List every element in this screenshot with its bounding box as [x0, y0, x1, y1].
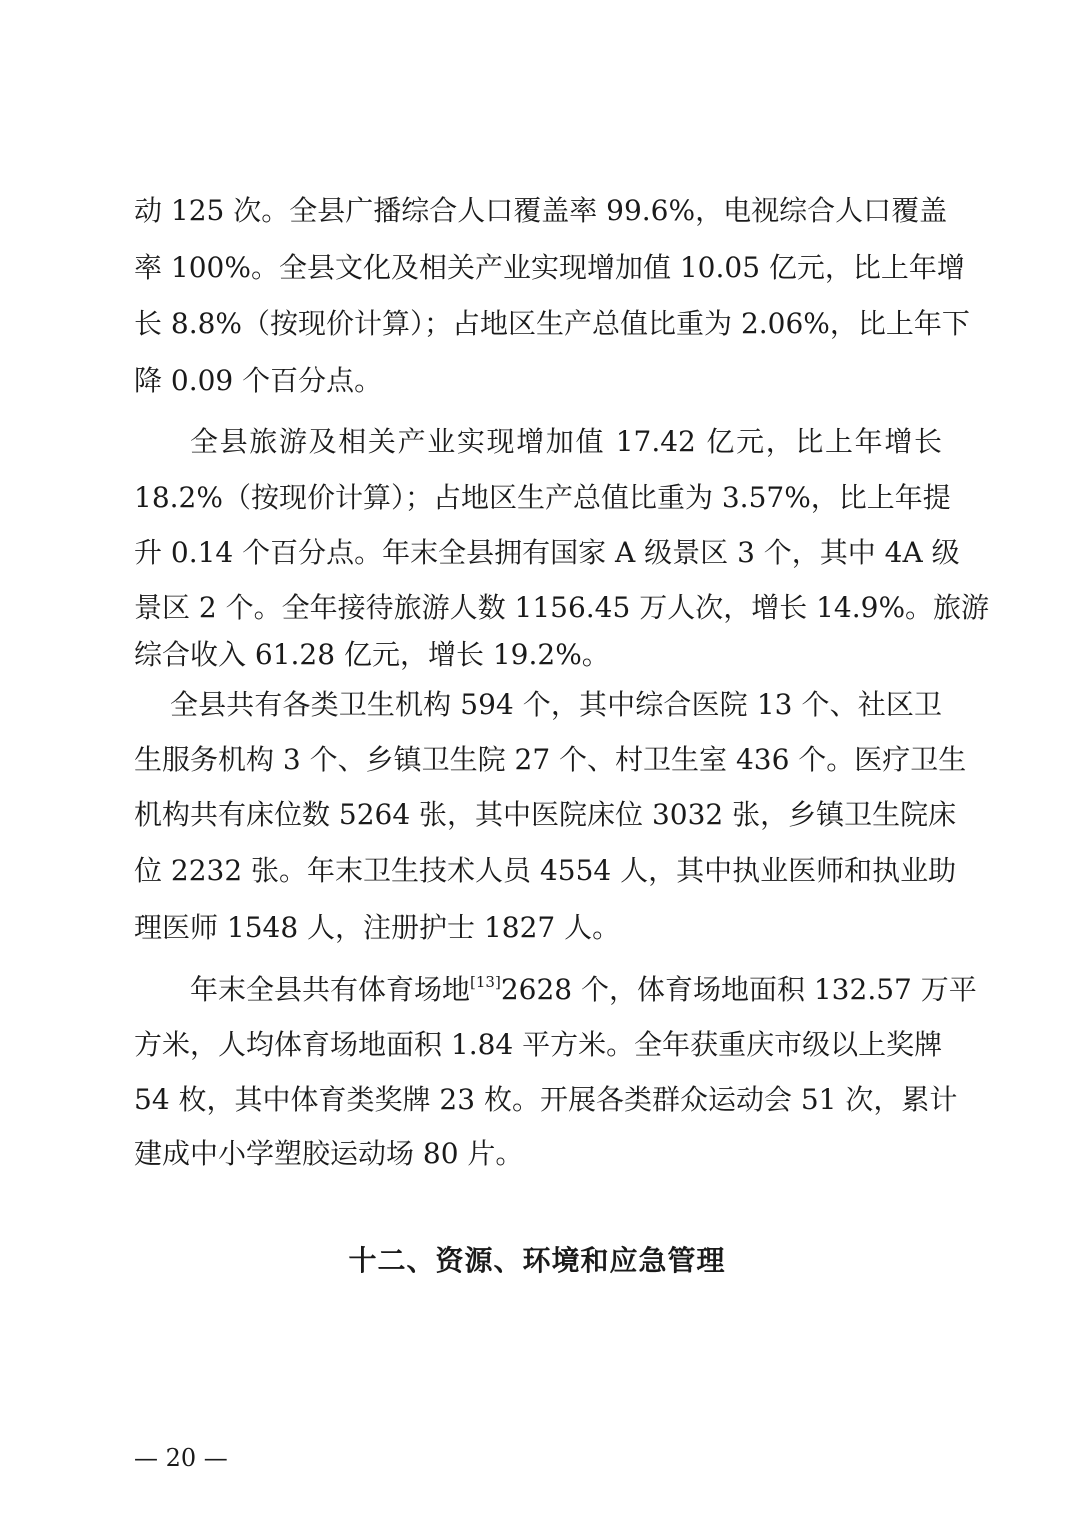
sports-line-1-text-before: 年末全县共有体育场地 — [190, 973, 471, 1006]
health-paragraph-line-5: 理医师 1548 人，注册护士 1827 人。 — [134, 911, 621, 944]
culture-paragraph-line-1: 动 125 次。全县广播综合人口覆盖率 99.6%，电视综合人口覆盖 — [134, 194, 948, 227]
health-paragraph-line-3: 机构共有床位数 5264 张，其中医院床位 3032 张，乡镇卫生院床 — [134, 798, 957, 831]
sports-line-1-text-after: 2628 个，体育场地面积 132.57 万平 — [500, 973, 977, 1006]
sports-paragraph-line-4: 建成中小学塑胶运动场 80 片。 — [134, 1137, 524, 1170]
tourism-paragraph-line-1: 全县旅游及相关产业实现增加值 17.42 亿元，比上年增长 — [190, 425, 942, 458]
culture-paragraph-line-4: 降 0.09 个百分点。 — [134, 364, 383, 397]
sports-paragraph-line-3: 54 枚，其中体育类奖牌 23 枚。开展各类群众运动会 51 次，累计 — [134, 1083, 958, 1116]
footnote-reference[interactable]: [13] — [470, 973, 501, 991]
tourism-paragraph-line-3: 升 0.14 个百分点。年末全县拥有国家 A 级景区 3 个，其中 4A 级 — [134, 536, 960, 569]
health-paragraph-line-1: 全县共有各类卫生机构 594 个，其中综合医院 13 个、社区卫 — [170, 688, 942, 721]
health-paragraph-line-4: 位 2232 张。年末卫生技术人员 4554 人，其中执业医师和执业助 — [134, 854, 957, 887]
health-paragraph-line-2: 生服务机构 3 个、乡镇卫生院 27 个、村卫生室 436 个。医疗卫生 — [134, 743, 967, 776]
sports-paragraph-line-2: 方米，人均体育场地面积 1.84 平方米。全年获重庆市级以上奖牌 — [134, 1028, 943, 1061]
page-number: — 20 — — [134, 1444, 228, 1472]
tourism-paragraph-line-5: 综合收入 61.28 亿元，增长 19.2%。 — [134, 638, 610, 671]
tourism-paragraph-line-4: 景区 2 个。全年接待旅游人数 1156.45 万人次，增长 14.9%。旅游 — [134, 591, 990, 624]
culture-paragraph-line-2: 率 100%。全县文化及相关产业实现增加值 10.05 亿元，比上年增 — [134, 251, 965, 284]
section-heading: 十二、资源、环境和应急管理 — [348, 1244, 726, 1277]
sports-paragraph-line-1 — [190, 972, 977, 1008]
culture-paragraph-line-3: 长 8.8%（按现价计算）；占地区生产总值比重为 2.06%，比上年下 — [134, 307, 970, 340]
tourism-paragraph-line-2: 18.2%（按现价计算）；占地区生产总值比重为 3.57%，比上年提 — [134, 481, 951, 514]
